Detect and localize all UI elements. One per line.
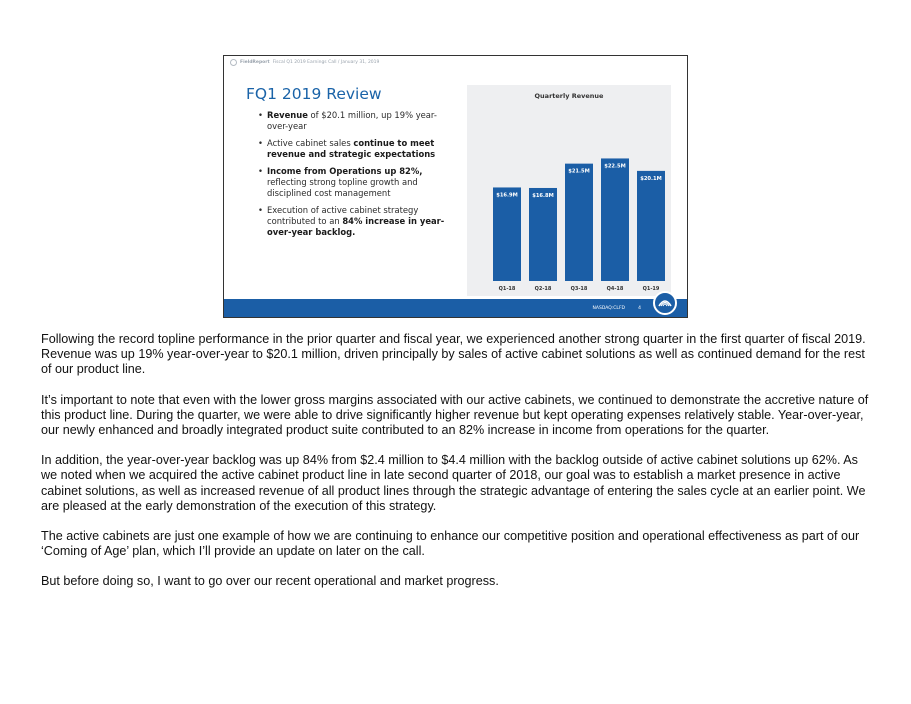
slide-header-brand: FieldReport [240, 59, 270, 65]
slide-bullet [258, 110, 453, 132]
chart-x-tick-label: Q1-19 [642, 286, 660, 292]
chart-data-label: $16.9M [496, 192, 518, 199]
chart-bar [529, 188, 557, 281]
slide-bullet [258, 166, 453, 199]
footer-ticker: NASDAQ:CLFD [592, 306, 625, 311]
slide-title: FQ1 2019 Review [246, 85, 382, 103]
bullet-text: Active cabinet sales [267, 138, 354, 148]
slide-header [224, 56, 687, 68]
brand-logo-icon [230, 59, 237, 66]
chart-bar [601, 158, 629, 281]
paragraph: In addition, the year-over-year backlog was up 84% from $2.4 million to $4.4 million with the backlog outside of active cabinet solutions up 62%. As we noted when we acquired the active cabinet product line in late second quarter of 2018, our goal was to establish a market presence in active cabinet solutions, as well as increased revenue of all product lines through the strategic advantage of entering the sales cycle at an earlier point. We are pleased at the early demonstration of the execution of this strategy. [41, 453, 866, 513]
slide-bullet [258, 205, 453, 238]
bullet-bold: 84% increase in year-over-year backlog. [267, 216, 445, 237]
quarterly-revenue-chart [467, 85, 671, 296]
bullet-text: Execution of active cabinet strategy contributed to an [267, 205, 419, 226]
slide-bullet [258, 138, 453, 160]
bullet-bold: Income from Operations up 82%, [267, 166, 423, 176]
transcript-body [41, 332, 871, 605]
paragraph: It’s important to note that even with the lower gross margins associated with our active cabinets, we continued to demonstrate the accretive nature of this product line. During the quarter, we were able to drive significantly higher revenue but kept operating expenses relatively stable. Year-over-year, our newly enhanced and broadly integrated product suite contributed to an 82% increase in income from operations for the quarter. [41, 392, 869, 438]
chart-x-tick-label: Q2-18 [534, 286, 552, 292]
bullet-bold: Revenue [267, 110, 308, 120]
paragraph: Following the record topline performance in the prior quarter and fiscal year, we experienced another strong quarter in the first quarter of fiscal 2019. Revenue was up 19% year-over-year to $20.1 million, driven principally by sales of active cabinet solutions as well as continued demand for the rest of our product line. [41, 332, 866, 377]
chart-canvas [467, 85, 671, 296]
footer-page-number: 4 [638, 306, 641, 311]
slide-image [223, 55, 688, 318]
bullet-text: of $20.1 million, up 19% year-over-year [267, 110, 437, 131]
slide-header-path: Fiscal Q1 2019 Earnings Call / January 31, 2019 [272, 59, 380, 65]
chart-title: Quarterly Revenue [534, 92, 604, 100]
clearfield-logo-icon [653, 291, 677, 315]
chart-data-label: $22.5M [604, 163, 626, 170]
chart-x-tick-label: Q4-18 [606, 286, 624, 292]
paragraph: The active cabinets are just one example of how we are continuing to enhance our competitive position and operational effectiveness as part of our ‘Coming of Age’ plan, which I’ll provide an update on later on the call. [41, 529, 860, 559]
chart-x-tick-label: Q1-18 [498, 286, 516, 292]
chart-data-label: $16.8M [532, 192, 554, 199]
bullet-bold: continue to meet revenue and strategic expectations [267, 138, 436, 159]
paragraph: But before doing so, I want to go over our recent operational and market progress. [41, 574, 499, 589]
bullet-text: reflecting strong topline growth and disciplined cost management [267, 177, 418, 198]
chart-data-label: $21.5M [568, 168, 590, 175]
chart-bar [493, 187, 521, 281]
chart-data-label: $20.1M [640, 175, 662, 182]
chart-x-tick-label: Q3-18 [570, 286, 588, 292]
chart-bar [565, 164, 593, 281]
slide-bullet-list [258, 110, 453, 244]
chart-bar [637, 171, 665, 281]
